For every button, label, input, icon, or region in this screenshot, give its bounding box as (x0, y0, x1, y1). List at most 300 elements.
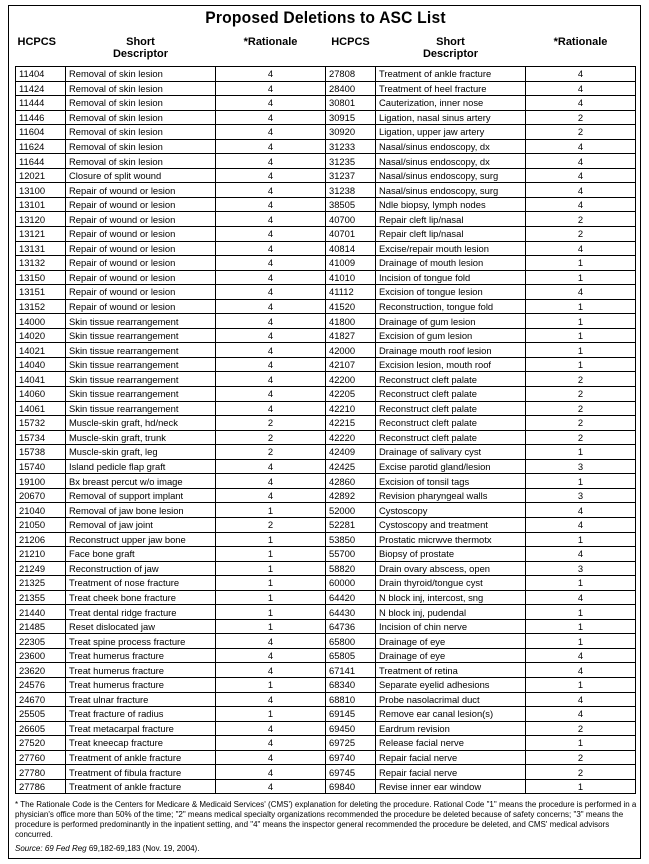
cell-right-descriptor: Repair facial nerve (376, 765, 526, 780)
footnote: * The Rationale Code is the Centers for Medicare & Medicaid Services' (CMS') explanation for deleting the procedure. Rational Code "1" means the procedure is performed in a physician's office more than 50% of the time; "2" means medical specialty organizations recommended the procedure be deleted because of safety concerns; "3" means the procedure is performed predominantly in the inpatient setting, and "4" means the inspector general recommended the procedure be deleted, and CMS' medical advisors concurred. (15, 800, 637, 839)
table-row (16, 139, 636, 154)
cell-left-hcpcs: 13100 (16, 183, 66, 198)
cell-left-rationale: 1 (216, 503, 326, 518)
cell-left-descriptor: Reset dislocated jaw (66, 619, 216, 634)
cell-left-hcpcs: 13150 (16, 270, 66, 285)
cell-left-descriptor: Removal of skin lesion (66, 125, 216, 140)
cell-right-hcpcs: 64736 (326, 619, 376, 634)
cell-right-hcpcs: 42210 (326, 401, 376, 416)
cell-left-rationale: 4 (216, 357, 326, 372)
header-descriptor-left: Short Descriptor (66, 36, 216, 67)
cell-right-descriptor: Drainage of eye (376, 634, 526, 649)
cell-right-rationale: 2 (526, 372, 636, 387)
cell-right-rationale: 1 (526, 532, 636, 547)
table-row (16, 532, 636, 547)
cell-right-hcpcs: 42892 (326, 488, 376, 503)
cell-left-descriptor: Treat kneecap fracture (66, 736, 216, 751)
table-row (16, 416, 636, 431)
cell-left-rationale: 4 (216, 459, 326, 474)
deletions-table (15, 36, 636, 794)
cell-left-descriptor: Removal of skin lesion (66, 110, 216, 125)
cell-left-rationale: 4 (216, 110, 326, 125)
cell-left-hcpcs: 23620 (16, 663, 66, 678)
cell-right-hcpcs: 64420 (326, 590, 376, 605)
cell-right-rationale: 2 (526, 227, 636, 242)
cell-right-descriptor: Biopsy of prostate (376, 547, 526, 562)
table-row (16, 721, 636, 736)
cell-left-descriptor: Closure of split wound (66, 168, 216, 183)
cell-left-descriptor: Skin tissue rearrangement (66, 328, 216, 343)
cell-left-descriptor: Skin tissue rearrangement (66, 372, 216, 387)
cell-left-descriptor: Treat humerus fracture (66, 648, 216, 663)
cell-right-hcpcs: 69740 (326, 750, 376, 765)
cell-right-descriptor: Cystoscopy and treatment (376, 517, 526, 532)
cell-left-rationale: 4 (216, 139, 326, 154)
cell-right-descriptor: Excision of gum lesion (376, 328, 526, 343)
cell-left-descriptor: Skin tissue rearrangement (66, 401, 216, 416)
table-row (16, 619, 636, 634)
cell-left-descriptor: Treat humerus fracture (66, 663, 216, 678)
cell-right-hcpcs: 69725 (326, 736, 376, 751)
cell-left-descriptor: Removal of skin lesion (66, 154, 216, 169)
table-row (16, 707, 636, 722)
cell-right-hcpcs: 42215 (326, 416, 376, 431)
cell-right-hcpcs: 42425 (326, 459, 376, 474)
cell-right-hcpcs: 69840 (326, 779, 376, 794)
cell-right-rationale: 4 (526, 241, 636, 256)
cell-left-rationale: 4 (216, 328, 326, 343)
header-hcpcs-right: HCPCS (326, 36, 376, 67)
cell-right-rationale: 2 (526, 750, 636, 765)
cell-left-rationale: 1 (216, 707, 326, 722)
cell-right-rationale: 1 (526, 619, 636, 634)
cell-right-descriptor: Eardrum revision (376, 721, 526, 736)
cell-left-rationale: 4 (216, 212, 326, 227)
cell-left-rationale: 4 (216, 692, 326, 707)
cell-left-hcpcs: 22305 (16, 634, 66, 649)
cell-right-hcpcs: 42200 (326, 372, 376, 387)
cell-left-hcpcs: 23600 (16, 648, 66, 663)
cell-left-descriptor: Muscle-skin graft, hd/neck (66, 416, 216, 431)
document-frame (8, 5, 641, 859)
cell-right-rationale: 1 (526, 605, 636, 620)
cell-right-hcpcs: 40701 (326, 227, 376, 242)
cell-right-rationale: 4 (526, 81, 636, 96)
cell-right-hcpcs: 60000 (326, 576, 376, 591)
table-row (16, 299, 636, 314)
cell-left-descriptor: Reconstruct upper jaw bone (66, 532, 216, 547)
cell-right-rationale: 3 (526, 488, 636, 503)
cell-left-descriptor: Repair of wound or lesion (66, 270, 216, 285)
cell-left-rationale: 4 (216, 314, 326, 329)
cell-left-hcpcs: 11624 (16, 139, 66, 154)
cell-left-hcpcs: 12021 (16, 168, 66, 183)
cell-left-rationale: 4 (216, 343, 326, 358)
table-row (16, 81, 636, 96)
table-row (16, 663, 636, 678)
cell-right-rationale: 1 (526, 634, 636, 649)
cell-right-descriptor: Remove ear canal lesion(s) (376, 707, 526, 722)
cell-right-hcpcs: 30915 (326, 110, 376, 125)
cell-left-rationale: 4 (216, 779, 326, 794)
cell-right-rationale: 3 (526, 459, 636, 474)
cell-left-hcpcs: 11446 (16, 110, 66, 125)
cell-left-hcpcs: 14061 (16, 401, 66, 416)
cell-left-rationale: 4 (216, 256, 326, 271)
cell-right-rationale: 2 (526, 212, 636, 227)
cell-left-rationale: 4 (216, 270, 326, 285)
cell-right-descriptor: Reconstruct cleft palate (376, 430, 526, 445)
cell-right-descriptor: Repair cleft lip/nasal (376, 212, 526, 227)
table-row (16, 110, 636, 125)
cell-left-rationale: 4 (216, 372, 326, 387)
table-row (16, 605, 636, 620)
cell-right-descriptor: Excise parotid gland/lesion (376, 459, 526, 474)
cell-left-hcpcs: 27760 (16, 750, 66, 765)
cell-left-descriptor: Muscle-skin graft, leg (66, 445, 216, 460)
cell-right-hcpcs: 55700 (326, 547, 376, 562)
cell-left-hcpcs: 26605 (16, 721, 66, 736)
cell-right-descriptor: Cystoscopy (376, 503, 526, 518)
table-row (16, 183, 636, 198)
cell-left-descriptor: Treat humerus fracture (66, 677, 216, 692)
cell-right-hcpcs: 41009 (326, 256, 376, 271)
table-row (16, 401, 636, 416)
cell-left-hcpcs: 14060 (16, 387, 66, 402)
cell-right-descriptor: Excision of tonsil tags (376, 474, 526, 489)
cell-right-hcpcs: 42107 (326, 357, 376, 372)
table-row (16, 648, 636, 663)
table-row (16, 125, 636, 140)
cell-left-hcpcs: 14020 (16, 328, 66, 343)
cell-left-hcpcs: 27786 (16, 779, 66, 794)
cell-right-rationale: 4 (526, 503, 636, 518)
cell-left-descriptor: Treatment of fibula fracture (66, 765, 216, 780)
table-row (16, 736, 636, 751)
cell-right-hcpcs: 42205 (326, 387, 376, 402)
cell-right-hcpcs: 40814 (326, 241, 376, 256)
cell-right-hcpcs: 40700 (326, 212, 376, 227)
cell-right-hcpcs: 31235 (326, 154, 376, 169)
cell-right-descriptor: Drain ovary abscess, open (376, 561, 526, 576)
cell-right-rationale: 4 (526, 285, 636, 300)
cell-right-rationale: 1 (526, 736, 636, 751)
cell-right-hcpcs: 28400 (326, 81, 376, 96)
cell-right-descriptor: Drainage mouth roof lesion (376, 343, 526, 358)
cell-right-descriptor: Revise inner ear window (376, 779, 526, 794)
cell-left-rationale: 4 (216, 241, 326, 256)
table-row (16, 314, 636, 329)
cell-left-rationale: 4 (216, 67, 326, 82)
cell-right-hcpcs: 64430 (326, 605, 376, 620)
cell-right-hcpcs: 53850 (326, 532, 376, 547)
cell-right-hcpcs: 41827 (326, 328, 376, 343)
header-descriptor-right: Short Descriptor (376, 36, 526, 67)
cell-right-descriptor: Treatment of retina (376, 663, 526, 678)
table-row (16, 459, 636, 474)
table-row (16, 517, 636, 532)
cell-left-rationale: 1 (216, 619, 326, 634)
table-row (16, 750, 636, 765)
cell-right-descriptor: Reconstruct cleft palate (376, 416, 526, 431)
cell-right-rationale: 4 (526, 648, 636, 663)
cell-left-hcpcs: 13120 (16, 212, 66, 227)
cell-left-rationale: 4 (216, 81, 326, 96)
table-row (16, 197, 636, 212)
cell-right-descriptor: Excise/repair mouth lesion (376, 241, 526, 256)
cell-right-descriptor: Reconstruct cleft palate (376, 401, 526, 416)
table-row (16, 576, 636, 591)
table-row (16, 590, 636, 605)
cell-left-descriptor: Removal of skin lesion (66, 139, 216, 154)
cell-left-hcpcs: 21040 (16, 503, 66, 518)
cell-right-rationale: 2 (526, 765, 636, 780)
cell-left-hcpcs: 21485 (16, 619, 66, 634)
cell-left-descriptor: Treat spine process fracture (66, 634, 216, 649)
cell-right-hcpcs: 41520 (326, 299, 376, 314)
cell-right-rationale: 4 (526, 139, 636, 154)
cell-right-hcpcs: 30801 (326, 96, 376, 111)
cell-left-descriptor: Treat fracture of radius (66, 707, 216, 722)
source-citation: Source: 69 Fed Reg 69,182-69,183 (Nov. 19, 2004). (15, 844, 200, 853)
cell-left-rationale: 1 (216, 677, 326, 692)
cell-left-hcpcs: 11644 (16, 154, 66, 169)
page-title: Proposed Deletions to ASC List (205, 8, 446, 27)
cell-left-hcpcs: 11604 (16, 125, 66, 140)
table-row (16, 328, 636, 343)
table-row (16, 779, 636, 794)
header-rationale-right: *Rationale (526, 36, 636, 67)
cell-right-rationale: 1 (526, 299, 636, 314)
cell-left-descriptor: Removal of skin lesion (66, 81, 216, 96)
cell-right-descriptor: Drainage of gum lesion (376, 314, 526, 329)
cell-left-descriptor: Reconstruction of jaw (66, 561, 216, 576)
cell-right-rationale: 4 (526, 67, 636, 82)
cell-right-rationale: 4 (526, 692, 636, 707)
cell-right-descriptor: Drainage of salivary cyst (376, 445, 526, 460)
table-row (16, 372, 636, 387)
cell-right-descriptor: Repair cleft lip/nasal (376, 227, 526, 242)
cell-left-hcpcs: 11404 (16, 67, 66, 82)
cell-left-descriptor: Face bone graft (66, 547, 216, 562)
cell-left-rationale: 1 (216, 576, 326, 591)
cell-left-hcpcs: 27780 (16, 765, 66, 780)
cell-left-hcpcs: 21440 (16, 605, 66, 620)
cell-left-descriptor: Treat cheek bone fracture (66, 590, 216, 605)
table-row (16, 430, 636, 445)
cell-right-hcpcs: 65800 (326, 634, 376, 649)
cell-right-hcpcs: 42409 (326, 445, 376, 460)
table-row (16, 227, 636, 242)
cell-left-rationale: 4 (216, 227, 326, 242)
cell-right-rationale: 1 (526, 576, 636, 591)
cell-left-descriptor: Repair of wound or lesion (66, 241, 216, 256)
table-row (16, 677, 636, 692)
cell-right-hcpcs: 42000 (326, 343, 376, 358)
table-row (16, 488, 636, 503)
cell-left-hcpcs: 21355 (16, 590, 66, 605)
cell-left-hcpcs: 11444 (16, 96, 66, 111)
cell-right-rationale: 3 (526, 561, 636, 576)
cell-left-rationale: 4 (216, 634, 326, 649)
cell-left-descriptor: Removal of skin lesion (66, 96, 216, 111)
cell-right-descriptor: Reconstruction, tongue fold (376, 299, 526, 314)
cell-left-descriptor: Skin tissue rearrangement (66, 357, 216, 372)
cell-right-rationale: 4 (526, 183, 636, 198)
cell-right-descriptor: N block inj, intercost, sng (376, 590, 526, 605)
cell-left-hcpcs: 11424 (16, 81, 66, 96)
cell-left-descriptor: Repair of wound or lesion (66, 183, 216, 198)
cell-right-descriptor: Repair facial nerve (376, 750, 526, 765)
cell-right-descriptor: Probe nasolacrimal duct (376, 692, 526, 707)
table-row (16, 387, 636, 402)
cell-right-rationale: 1 (526, 270, 636, 285)
cell-right-descriptor: N block inj, pudendal (376, 605, 526, 620)
cell-right-hcpcs: 42860 (326, 474, 376, 489)
cell-right-rationale: 1 (526, 343, 636, 358)
cell-left-descriptor: Skin tissue rearrangement (66, 314, 216, 329)
cell-right-hcpcs: 41010 (326, 270, 376, 285)
cell-right-descriptor: Nasal/sinus endoscopy, surg (376, 168, 526, 183)
cell-right-rationale: 4 (526, 707, 636, 722)
table-row (16, 547, 636, 562)
cell-left-hcpcs: 15734 (16, 430, 66, 445)
cell-left-descriptor: Repair of wound or lesion (66, 285, 216, 300)
cell-left-hcpcs: 14021 (16, 343, 66, 358)
table-row (16, 67, 636, 82)
cell-left-hcpcs: 14000 (16, 314, 66, 329)
cell-left-descriptor: Repair of wound or lesion (66, 197, 216, 212)
cell-left-rationale: 4 (216, 474, 326, 489)
table-row (16, 212, 636, 227)
cell-left-descriptor: Skin tissue rearrangement (66, 387, 216, 402)
cell-left-descriptor: Skin tissue rearrangement (66, 343, 216, 358)
cell-right-hcpcs: 67141 (326, 663, 376, 678)
cell-right-rationale: 4 (526, 517, 636, 532)
cell-right-descriptor: Drainage of eye (376, 648, 526, 663)
cell-right-descriptor: Revision pharyngeal walls (376, 488, 526, 503)
cell-left-descriptor: Treatment of nose fracture (66, 576, 216, 591)
table-row (16, 692, 636, 707)
cell-right-hcpcs: 69450 (326, 721, 376, 736)
cell-right-descriptor: Reconstruct cleft palate (376, 387, 526, 402)
cell-left-rationale: 4 (216, 387, 326, 402)
cell-left-descriptor: Treat ulnar fracture (66, 692, 216, 707)
cell-left-rationale: 4 (216, 197, 326, 212)
cell-right-hcpcs: 69145 (326, 707, 376, 722)
cell-left-descriptor: Treatment of ankle fracture (66, 779, 216, 794)
cell-right-descriptor: Treatment of ankle fracture (376, 67, 526, 82)
cell-left-rationale: 4 (216, 765, 326, 780)
cell-right-hcpcs: 27808 (326, 67, 376, 82)
cell-left-hcpcs: 13131 (16, 241, 66, 256)
cell-right-descriptor: Release facial nerve (376, 736, 526, 751)
cell-left-hcpcs: 21325 (16, 576, 66, 591)
cell-right-hcpcs: 31233 (326, 139, 376, 154)
cell-right-descriptor: Treatment of heel fracture (376, 81, 526, 96)
cell-left-hcpcs: 21210 (16, 547, 66, 562)
cell-left-descriptor: Treat metacarpal fracture (66, 721, 216, 736)
cell-left-rationale: 4 (216, 648, 326, 663)
cell-right-rationale: 4 (526, 663, 636, 678)
cell-right-descriptor: Reconstruct cleft palate (376, 372, 526, 387)
cell-left-hcpcs: 13121 (16, 227, 66, 242)
cell-left-rationale: 4 (216, 750, 326, 765)
cell-right-rationale: 1 (526, 328, 636, 343)
table-row (16, 561, 636, 576)
cell-left-rationale: 4 (216, 721, 326, 736)
cell-left-descriptor: Bx breast percut w/o image (66, 474, 216, 489)
cell-right-rationale: 1 (526, 256, 636, 271)
cell-right-hcpcs: 58820 (326, 561, 376, 576)
table-row (16, 634, 636, 649)
cell-right-rationale: 1 (526, 357, 636, 372)
cell-left-hcpcs: 15732 (16, 416, 66, 431)
cell-right-hcpcs: 41112 (326, 285, 376, 300)
cell-right-hcpcs: 69745 (326, 765, 376, 780)
cell-right-descriptor: Incision of tongue fold (376, 270, 526, 285)
cell-right-descriptor: Excision lesion, mouth roof (376, 357, 526, 372)
cell-left-rationale: 4 (216, 125, 326, 140)
cell-left-descriptor: Removal of jaw joint (66, 517, 216, 532)
cell-right-hcpcs: 30920 (326, 125, 376, 140)
cell-left-descriptor: Repair of wound or lesion (66, 299, 216, 314)
cell-right-rationale: 1 (526, 445, 636, 460)
table-row (16, 154, 636, 169)
cell-right-hcpcs: 68340 (326, 677, 376, 692)
cell-right-rationale: 4 (526, 547, 636, 562)
table-row (16, 765, 636, 780)
cell-left-rationale: 4 (216, 96, 326, 111)
cell-right-hcpcs: 41800 (326, 314, 376, 329)
cell-right-descriptor: Nasal/sinus endoscopy, surg (376, 183, 526, 198)
table-row (16, 285, 636, 300)
cell-right-rationale: 4 (526, 168, 636, 183)
cell-right-descriptor: Drain thyroid/tongue cyst (376, 576, 526, 591)
table-row (16, 445, 636, 460)
cell-left-hcpcs: 13101 (16, 197, 66, 212)
cell-right-descriptor: Drainage of mouth lesion (376, 256, 526, 271)
cell-left-rationale: 1 (216, 590, 326, 605)
table-row (16, 96, 636, 111)
cell-right-hcpcs: 31238 (326, 183, 376, 198)
cell-right-descriptor: Separate eyelid adhesions (376, 677, 526, 692)
cell-left-rationale: 4 (216, 488, 326, 503)
cell-left-descriptor: Treatment of ankle fracture (66, 750, 216, 765)
cell-left-hcpcs: 15740 (16, 459, 66, 474)
cell-right-rationale: 2 (526, 125, 636, 140)
header-row (16, 36, 636, 67)
cell-left-rationale: 2 (216, 517, 326, 532)
cell-right-rationale: 1 (526, 779, 636, 794)
cell-left-rationale: 4 (216, 285, 326, 300)
cell-right-hcpcs: 31237 (326, 168, 376, 183)
cell-left-descriptor: Removal of skin lesion (66, 67, 216, 82)
cell-right-rationale: 2 (526, 721, 636, 736)
cell-left-rationale: 1 (216, 532, 326, 547)
cell-left-rationale: 1 (216, 605, 326, 620)
cell-right-descriptor: Ligation, nasal sinus artery (376, 110, 526, 125)
cell-left-descriptor: Removal of jaw bone lesion (66, 503, 216, 518)
cell-right-descriptor: Cauterization, inner nose (376, 96, 526, 111)
cell-left-hcpcs: 24670 (16, 692, 66, 707)
cell-left-rationale: 2 (216, 430, 326, 445)
cell-right-hcpcs: 65805 (326, 648, 376, 663)
cell-left-hcpcs: 21206 (16, 532, 66, 547)
cell-right-rationale: 2 (526, 387, 636, 402)
cell-right-rationale: 2 (526, 430, 636, 445)
cell-left-hcpcs: 13152 (16, 299, 66, 314)
